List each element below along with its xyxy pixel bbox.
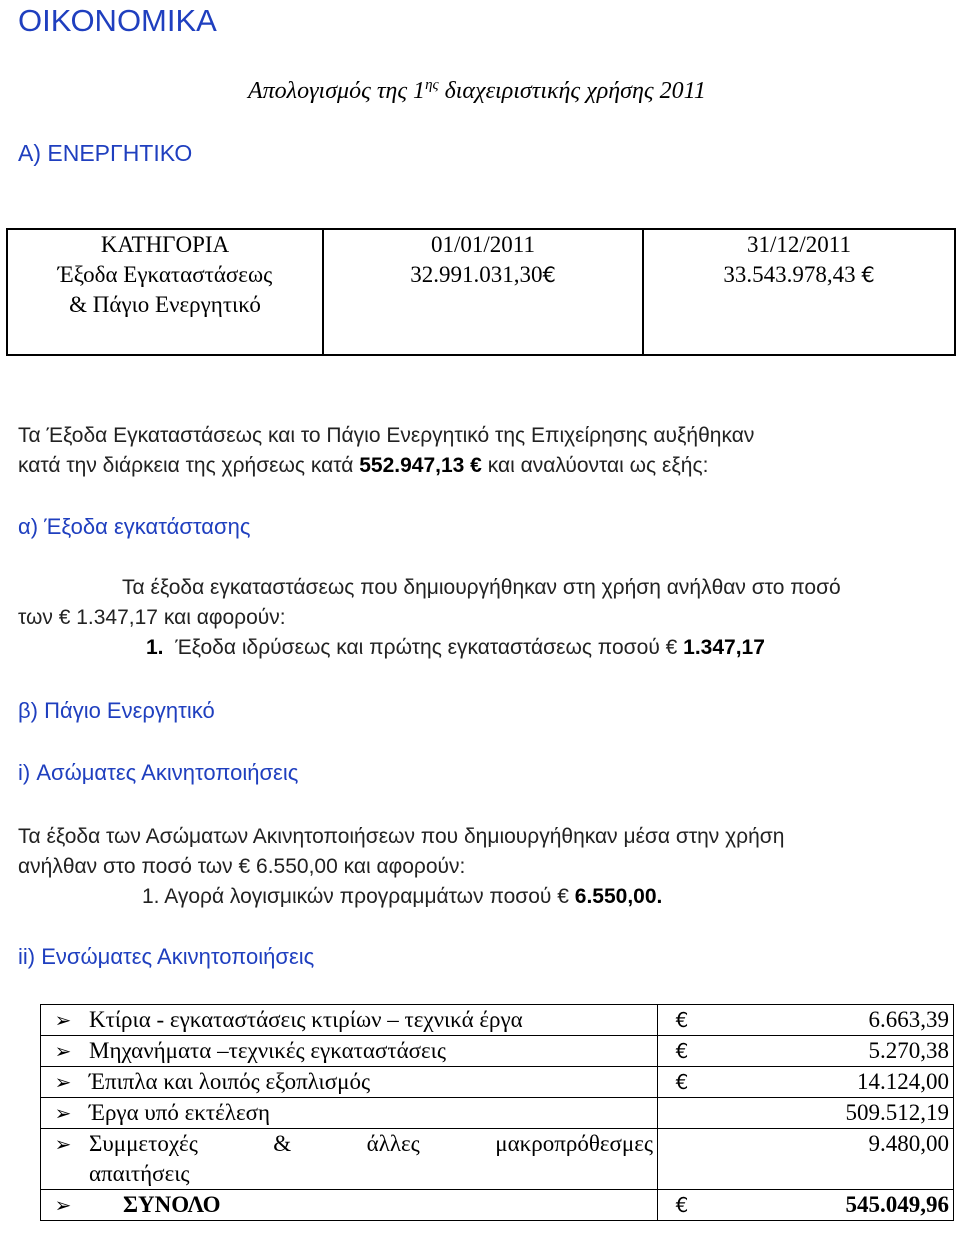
intro-line-1: Τα Έξοδα Εγκαταστάσεως και το Πάγιο Ενεργητικό της Επιχείρησης αυξήθηκαν <box>18 424 755 447</box>
euro-sign <box>658 1129 707 1190</box>
euro-sign: € <box>542 263 556 287</box>
asset-label: Έπιπλα και λοιπός εξοπλισμός <box>85 1067 658 1098</box>
asset-label: Κτίρια - εγκαταστάσεις κτιρίων – τεχνικά έργα <box>85 1005 658 1036</box>
total-amount-text: 545.049,96 <box>845 1192 949 1217</box>
arrow-bullet-icon: ➢ <box>41 1005 86 1036</box>
subtitle-text: Απολογισμός της 1 <box>248 78 426 104</box>
item-number: 1. <box>146 636 164 659</box>
installation-paragraph <box>18 573 938 663</box>
arrow-bullet-icon: ➢ <box>41 1036 86 1067</box>
category-cell <box>7 260 323 355</box>
tangible-assets-table <box>40 1004 954 1221</box>
intro-paragraph <box>18 421 754 481</box>
asset-row <box>41 1005 954 1036</box>
euro-sign: € <box>658 1036 707 1067</box>
asset-label: Μηχανήματα –τεχνικές εγκαταστάσεις <box>85 1036 658 1067</box>
installation-expenses-heading: α) Έξοδα εγκατάστασης <box>18 514 251 539</box>
asset-amount: 14.124,00 <box>706 1067 954 1098</box>
total-row <box>41 1190 954 1221</box>
item-amount: 6.550,00. <box>574 885 663 908</box>
report-subtitle <box>248 76 706 106</box>
intangible-item <box>18 882 784 912</box>
euro-sign: € <box>861 263 875 287</box>
item-text: 1. Αγορά λογισμικών προγραμμάτων ποσού € <box>142 885 575 908</box>
asset-row <box>41 1036 954 1067</box>
euro-sign: € <box>658 1005 707 1036</box>
intro-text-end: και αναλύονται ως εξής: <box>481 454 709 477</box>
arrow-bullet-icon: ➢ <box>41 1067 86 1098</box>
total-amount <box>706 1190 954 1221</box>
installation-line-2: των € 1.347,17 και αφορούν: <box>18 606 286 629</box>
total-label <box>85 1190 658 1221</box>
header-category: ΚΑΤΗΓΟΡΙΑ <box>7 229 323 260</box>
intangible-line-1: Τα έξοδα των Ασώματων Ακινητοποιήσεων που δημιουργήθηκαν μέσα στην χρήση <box>18 825 785 848</box>
euro-sign: € <box>658 1067 707 1098</box>
intangible-assets-heading: i) Ασώματες Ακινητοποιήσεις <box>18 760 299 785</box>
asset-amount: 5.270,38 <box>706 1036 954 1067</box>
intro-text: κατά την διάρκεια της χρήσεως κατά <box>18 454 360 477</box>
euro-sign <box>658 1098 707 1129</box>
start-value: 32.991.031,30 <box>410 262 543 287</box>
start-value-cell <box>323 260 643 355</box>
header-start-date: 01/01/2011 <box>323 229 643 260</box>
subtitle-superscript: ης <box>425 77 439 93</box>
asset-label: Έργα υπό εκτέλεση <box>85 1098 658 1129</box>
installation-line-1: Τα έξοδα εγκαταστάσεως που δημιουργήθηκαν στη χρήση ανήλθαν στο ποσό <box>122 576 841 599</box>
total-label-text: ΣΥΝΟΛΟ <box>123 1192 221 1217</box>
subtitle-suffix: διαχειριστικής χρήσης 2011 <box>438 78 706 104</box>
asset-label-line-1: Συμμετοχές & άλλες μακροπρόθεσμες <box>89 1131 653 1156</box>
summary-table <box>6 228 956 356</box>
item-amount: 1.347,17 <box>683 636 765 659</box>
arrow-bullet-icon: ➢ <box>41 1129 86 1190</box>
arrow-bullet-icon: ➢ <box>41 1098 86 1129</box>
category-line-1: Έξοδα Εγκαταστάσεως <box>57 262 273 287</box>
item-text: Έξοδα ιδρύσεως και πρώτης εγκαταστάσεως ποσού € <box>175 636 684 659</box>
category-line-2: & Πάγιο Ενεργητικό <box>69 292 261 317</box>
asset-amount: 9.480,00 <box>706 1129 954 1190</box>
end-value-cell <box>643 260 955 355</box>
asset-row <box>41 1098 954 1129</box>
end-value: 33.543.978,43 <box>723 262 856 287</box>
asset-row <box>41 1129 954 1190</box>
section-heading-assets: Α) ΕΝΕΡΓΗΤΙΚΟ <box>18 140 193 166</box>
arrow-bullet-icon: ➢ <box>41 1190 86 1221</box>
asset-label <box>85 1129 658 1190</box>
summary-header-row <box>7 229 955 260</box>
summary-value-row <box>7 260 955 355</box>
tangible-assets-heading: ii) Ενσώματες Ακινητοποιήσεις <box>18 944 315 969</box>
euro-sign: € <box>658 1190 707 1221</box>
intro-line-2 <box>18 451 754 481</box>
asset-amount: 509.512,19 <box>706 1098 954 1129</box>
header-end-date: 31/12/2011 <box>643 229 955 260</box>
fixed-assets-heading: β) Πάγιο Ενεργητικό <box>18 698 215 723</box>
intangible-paragraph <box>18 822 784 912</box>
asset-amount: 6.663,39 <box>706 1005 954 1036</box>
intangible-line-2: ανήλθαν στο ποσό των € 6.550,00 και αφορούν: <box>18 855 466 878</box>
page-title: ΟΙΚΟΝΟΜΙΚΑ <box>18 3 217 38</box>
increase-amount: 552.947,13 € <box>359 454 482 477</box>
installation-item <box>18 633 938 663</box>
asset-row <box>41 1067 954 1098</box>
asset-label-line-2: απαιτήσεις <box>89 1161 190 1186</box>
